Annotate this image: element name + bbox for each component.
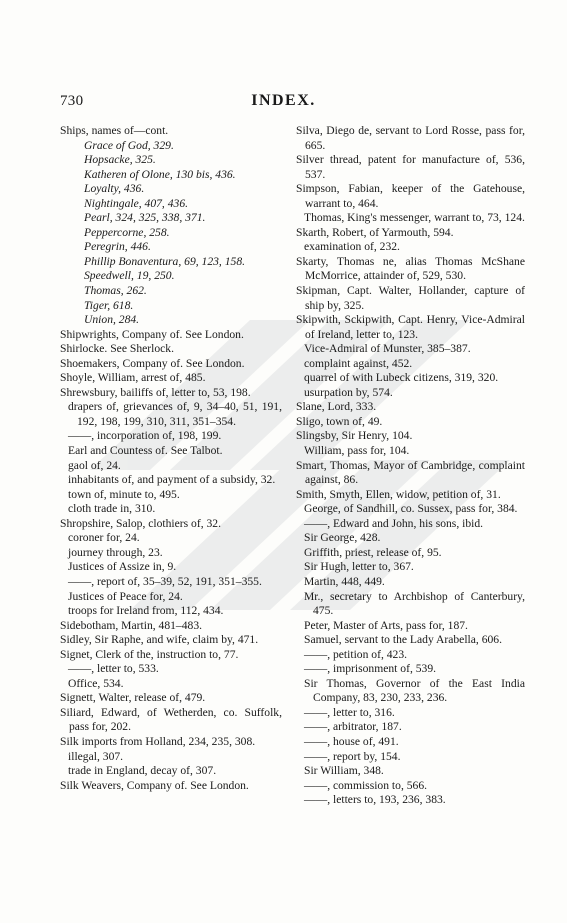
index-entry: Peppercorne, 258.: [84, 225, 170, 239]
index-column-right: [296, 124, 525, 808]
index-entry: drapers of, grievances of, 9, 34–40, 51, 191, 192, 198, 199, 310, 311, 351–354.: [68, 400, 282, 428]
index-entry: ——, petition of, 423.: [304, 647, 408, 661]
index-entry: Shropshire, Salop, clothiers of, 32.: [60, 516, 222, 530]
index-entry: Earl and Countess of. See Talbot.: [68, 444, 223, 458]
index-entry: Griffith, priest, release of, 95.: [304, 545, 442, 559]
index-entry: complaint against, 452.: [304, 356, 413, 370]
index-entry: Hopsacke, 325.: [84, 153, 156, 167]
index-entry: ——, report by, 154.: [304, 749, 401, 763]
index-entry: Shrewsbury, bailiffs of, letter to, 53, 198.: [60, 385, 251, 399]
index-entry: Sidley, Sir Raphe, and wife, claim by, 471.: [60, 633, 259, 647]
index-entry: Smart, Thomas, Mayor of Cambridge, complaint against, 86.: [296, 458, 525, 487]
index-entry: Pearl, 324, 325, 338, 371.: [84, 211, 206, 225]
index-entry: Ships, names of—cont.: [60, 124, 169, 137]
index-entry: trade in England, decay of, 307.: [68, 764, 217, 778]
index-entry: Shoyle, William, arrest of, 485.: [60, 371, 206, 385]
index-entry: Samuel, servant to the Lady Arabella, 606.: [304, 633, 503, 647]
page-title: INDEX.: [251, 92, 316, 109]
index-entry: Silk imports from Holland, 234, 235, 308.: [60, 734, 256, 748]
index-entry: Shirlocke. See Sherlock.: [60, 342, 174, 356]
index-entry: Sir William, 348.: [304, 764, 384, 778]
index-entry: George, of Sandhill, co. Sussex, pass for, 384.: [304, 502, 518, 516]
index-entry: ——, Edward and John, his sons, ibid.: [304, 516, 484, 530]
index-entry: quarrel of with Lubeck citizens, 319, 320.: [304, 371, 499, 385]
index-entry: ——, imprisonment of, 539.: [304, 662, 437, 676]
index-entry: Justices of Assize in, 9.: [68, 560, 177, 574]
index-entry: town of, minute to, 495.: [68, 487, 180, 501]
index-entry: Speedwell, 19, 250.: [84, 269, 175, 283]
index-entry: Justices of Peace for, 24.: [68, 589, 183, 603]
index-entry: Tiger, 618.: [84, 298, 134, 312]
index-entry: ——, incorporation of, 198, 199.: [68, 429, 222, 443]
index-entry: examination of, 232.: [304, 240, 400, 254]
index-entry: Skarty, Thomas ne, alias Thomas McShane McMorrice, attainder of, 529, 530.: [296, 254, 525, 283]
index-entry: ——, arbitrator, 187.: [304, 720, 402, 734]
index-entry: Sir Thomas, Governor of the East India Company, 83, 230, 233, 236.: [304, 676, 525, 705]
index-entry: William, pass for, 104.: [304, 444, 410, 458]
index-entry: Martin, 448, 449.: [304, 574, 385, 588]
index-entry: cloth trade in, 310.: [68, 502, 156, 516]
index-entry: Slane, Lord, 333.: [296, 400, 377, 414]
index-entry: Smith, Smyth, Ellen, widow, petition of, 31.: [296, 487, 501, 501]
index-entry: illegal, 307.: [68, 749, 124, 763]
index-entry: Slingsby, Sir Henry, 104.: [296, 429, 413, 443]
index-entry: Silk Weavers, Company of. See London.: [60, 778, 249, 792]
index-entry: Nightingale, 407, 436.: [84, 196, 189, 210]
index-entry: Silva, Diego de, servant to Lord Rosse, pass for, 665.: [296, 124, 525, 152]
index-entry: ——, house of, 491.: [304, 734, 399, 748]
index-entry: Skarth, Robert, of Yarmouth, 594.: [296, 225, 454, 239]
index-entry: ——, letter to, 533.: [68, 662, 159, 676]
index-entry: Signett, Walter, release of, 479.: [60, 691, 206, 705]
index-entry: Skipman, Capt. Walter, Hollander, capture of ship by, 325.: [296, 284, 525, 312]
page-number: 730: [60, 93, 84, 109]
index-entry: Siliard, Edward, of Wetherden, co. Suffolk, pass for, 202.: [60, 705, 282, 734]
index-entry: Union, 284.: [84, 313, 140, 327]
index-entry: Loyalty, 436.: [84, 182, 145, 196]
index-entry: ——, letter to, 316.: [304, 705, 395, 719]
index-entry: Shoemakers, Company of. See London.: [60, 356, 245, 370]
index-entry: Sir Hugh, letter to, 367.: [304, 560, 414, 574]
index-entry: usurpation by, 574.: [304, 385, 393, 399]
index-entry: Thomas, 262.: [84, 284, 147, 298]
index-column-left: [60, 124, 282, 793]
index-entry: Simpson, Fabian, keeper of the Gatehouse, warrant to, 464.: [296, 182, 525, 210]
index-entry: inhabitants of, and payment of a subsidy, 32.: [68, 473, 276, 487]
index-entry: Shipwrights, Company of. See London.: [60, 327, 244, 341]
index-entry: gaol of, 24.: [68, 458, 121, 472]
index-entry: coroner for, 24.: [68, 531, 140, 545]
index-entry: troops for Ireland from, 112, 434.: [68, 604, 224, 618]
index-entry: Phillip Bonaventura, 69, 123, 158.: [84, 254, 246, 268]
index-entry: Sir George, 428.: [304, 531, 381, 545]
index-entry: journey through, 23.: [68, 545, 163, 559]
index-entry: Peter, Master of Arts, pass for, 187.: [304, 618, 468, 632]
index-entry: ——, report of, 35–39, 52, 191, 351–355.: [68, 574, 262, 588]
index-entry: Katheren of Olone, 130 bis, 436.: [84, 167, 236, 181]
index-entry: Peregrin, 446.: [84, 240, 151, 254]
index-entry: Signet, Clerk of the, instruction to, 77.: [60, 647, 239, 661]
index-entry: Silver thread, patent for manufacture of, 536, 537.: [296, 153, 525, 181]
index-entry: Office, 534.: [68, 676, 124, 690]
index-entry: Thomas, King's messenger, warrant to, 73, 124.: [304, 211, 525, 225]
index-entry: Skipwith, Sckipwith, Capt. Henry, Vice-Admiral of Ireland, letter to, 123.: [296, 313, 525, 341]
index-entry: ——, commission to, 566.: [304, 778, 428, 792]
index-entry: Mr., secretary to Archbishop of Canterbury, 475.: [304, 589, 525, 618]
index-entry: ——, letters to, 193, 236, 383.: [304, 793, 446, 807]
index-entry: Grace of God, 329.: [84, 138, 174, 152]
index-entry: Sidebotham, Martin, 481–483.: [60, 618, 203, 632]
index-entry: Vice-Admiral of Munster, 385–387.: [304, 342, 471, 356]
index-entry: Sligo, town of, 49.: [296, 414, 383, 428]
